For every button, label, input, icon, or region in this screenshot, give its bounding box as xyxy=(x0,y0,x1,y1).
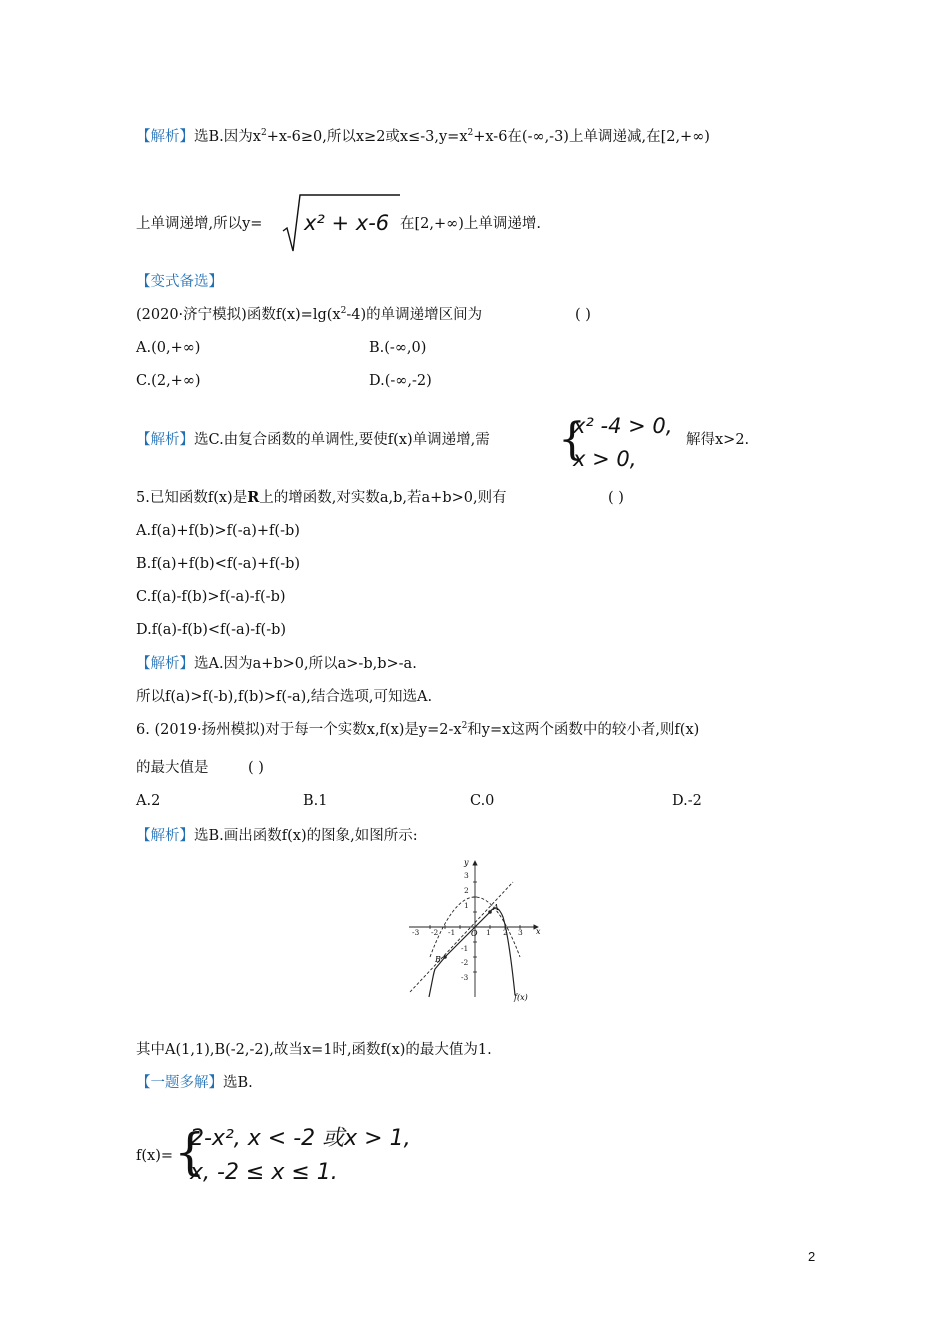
piecewise-fx-label: f(x)= xyxy=(136,1148,174,1164)
q6-option-b: B.1 xyxy=(303,793,328,809)
q6-stem-2: 的最大值是 xyxy=(136,760,209,776)
solution-line-1: 【解析】选B.因为$x^2+x-6\ge 0$,所以x≥2或$x\le-3,y=x^2+x-6$在(-∞,-3)上单调递减,在[2,+∞) xyxy=(136,128,710,145)
q5-solution-1: 【解析】选A.因为a+b>0,所以a>-b,b>-a. xyxy=(136,656,417,672)
x-axis-label: x xyxy=(536,927,541,936)
multi-solution: 【一题多解】选B. xyxy=(136,1075,253,1091)
q5-option-d: D.f(a)-f(b)<f(-a)-f(-b) xyxy=(136,622,287,638)
page-number: 2 xyxy=(808,1249,816,1264)
y-tick-m3: -3 xyxy=(461,973,469,982)
q5-option-b: B.f(a)+f(b)<f(-a)+f(-b) xyxy=(136,556,301,572)
point-B-label: B xyxy=(435,955,441,964)
q6-option-a: A.2 xyxy=(136,793,161,809)
q6-option-c: C.0 xyxy=(470,793,495,809)
variant-answer-paren: ( ) xyxy=(575,307,591,323)
x-tick-1: 1 xyxy=(486,928,491,937)
x-tick-m1: -1 xyxy=(448,928,456,937)
x-tick-m2: -2 xyxy=(431,928,439,937)
variant-option-d: D.(-∞,-2) xyxy=(369,373,432,389)
q5-answer-paren: ( ) xyxy=(608,490,624,506)
variant-solution-end: 解得x>2. xyxy=(686,432,750,448)
origin-label: O xyxy=(471,929,478,938)
solution-tag: 【解析】 xyxy=(136,129,194,145)
curve-label: f(x) xyxy=(514,993,528,1002)
sqrt-body: x² + x-6 xyxy=(304,211,390,235)
x-tick-3: 3 xyxy=(518,928,523,937)
variant-option-a: A.(0,+∞) xyxy=(136,340,201,356)
q5-option-c: C.f(a)-f(b)>f(-a)-f(-b) xyxy=(136,589,286,605)
variant-question: (2020·济宁模拟)函数$f(x)=\lg(x^2-4)$的单调递增区间为 xyxy=(136,306,483,323)
y-tick-m2: -2 xyxy=(461,958,469,967)
variant-option-c: C.(2,+∞) xyxy=(136,373,201,389)
q5-option-a: A.f(a)+f(b)>f(-a)+f(-b) xyxy=(136,523,300,539)
variant-system-line-2: x > 0, xyxy=(573,447,637,471)
solution-line-2-right: 在[2,+∞)上单调递增. xyxy=(400,216,541,232)
point-A-marker xyxy=(488,910,492,914)
point-B-marker xyxy=(443,955,447,959)
q6-after-graph: 其中A(1,1),B(-2,-2),故当x=1时,函数f(x)的最大值为1. xyxy=(136,1042,492,1058)
q6-stem-1: 6. (2019·扬州模拟)对于每一个实数x,f(x)是$y=2-x^2$和y=x这两个函数中的较小者,则f(x) xyxy=(136,721,700,738)
y-axis-label: y xyxy=(464,858,469,867)
y-tick-m1: -1 xyxy=(461,944,469,953)
q5-solution-2: 所以f(a)>f(-b),f(b)>f(-a),结合选项,可知选A. xyxy=(136,689,433,705)
q6-solution: 【解析】选B.画出函数f(x)的图象,如图所示: xyxy=(136,828,418,844)
y-tick-1: 1 xyxy=(464,901,469,910)
variant-option-b: B.(-∞,0) xyxy=(369,340,427,356)
piecewise-case-1: 2-x², x < -2 或x > 1, xyxy=(190,1126,411,1151)
point-A-label: A xyxy=(493,903,499,912)
solution-line-2-left: 上单调递增,所以y= xyxy=(136,216,263,232)
function-graph xyxy=(405,855,550,1005)
fx-curve-solid xyxy=(429,908,515,997)
variant-system-brace: { xyxy=(558,414,586,465)
sqrt-expression xyxy=(282,193,402,255)
x-tick-m3: -3 xyxy=(412,928,420,937)
q5-stem: 5.已知函数f(x)是R上的增函数,对实数a,b,若a+b>0,则有 xyxy=(136,489,507,506)
y-tick-3: 3 xyxy=(464,871,469,880)
variant-heading: 【变式备选】 xyxy=(136,274,223,290)
q6-option-d: D.-2 xyxy=(672,793,702,809)
variant-solution: 【解析】选C.由复合函数的单调性,要使f(x)单调递增,需 xyxy=(136,432,490,448)
q6-answer-paren: ( ) xyxy=(248,760,264,776)
piecewise-case-2: x, -2 ≤ x ≤ 1. xyxy=(190,1160,338,1185)
x-tick-2: 2 xyxy=(503,928,508,937)
piecewise-brace: { xyxy=(174,1123,206,1181)
y-tick-2: 2 xyxy=(464,886,469,895)
variant-system-line-1: x² -4 > 0, xyxy=(573,414,673,438)
